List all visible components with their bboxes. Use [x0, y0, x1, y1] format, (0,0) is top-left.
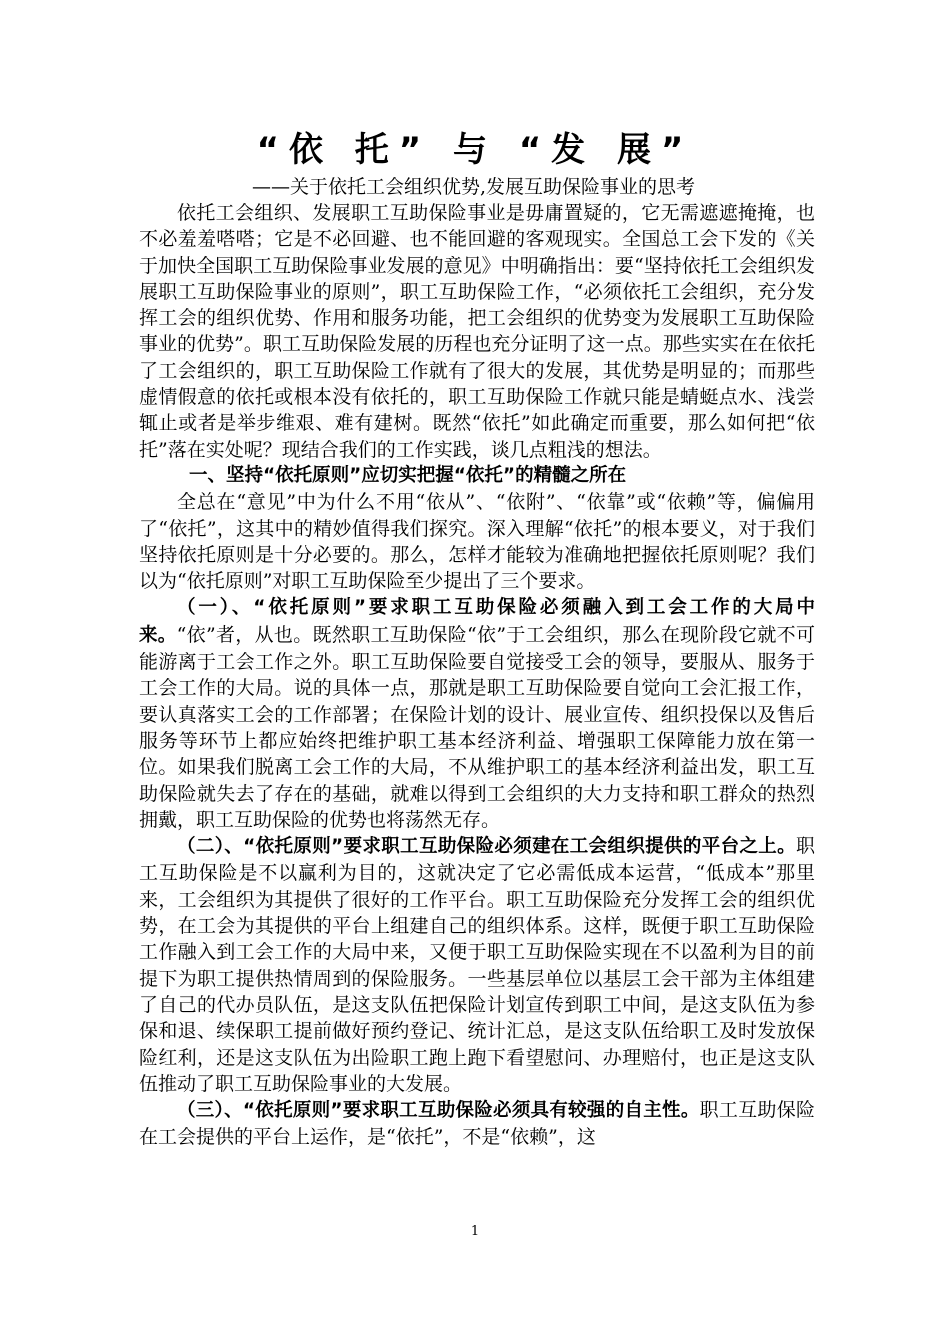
document-title: “依 托” 与 “发 展” [256, 130, 694, 170]
point-paragraph-2 [139, 833, 815, 1097]
page-number: 1 [470, 1224, 480, 1239]
document-subtitle: ——关于依托工会组织优势,发展互助保险事业的思考 [252, 176, 696, 198]
section-paragraph: 全总在“意见”中为什么不用“依从”、“依附”、“依靠”或“依赖”等，偏偏用了“依托”，这其中的精妙值得我们探究。深入理解“依托”的根本要义，对于我们坚持依托原则是十分必要的。那么，怎样才能较为准确地把握依托原则呢？我们以为“依托原则”对职工互助保险至少提出了三个要求。 [139, 491, 815, 593]
section-heading: 一、坚持“依托原则”应切实把握“依托”的精髓之所在 [188, 464, 627, 486]
intro-paragraph: 依托工会组织、发展职工互助保险事业是毋庸置疑的，它无需遮遮掩掩，也不必羞羞嗒嗒；它是不必回避、也不能回避的客观现实。全国总工会下发的《关于加快全国职工互助保险事业发展的意见》中明确指出：要“坚持依托工会组织发展职工互助保险事业的原则”，职工互助保险工作，“必须依托工会组织，充分发挥工会的组织优势、作用和服务功能，把工会组织的优势变为发展职工互助保险事业的优势”。职工互助保险发展的历程也充分证明了这一点。那些实实在在依托了工会组织的，职工互助保险工作就有了很大的发展，其优势是明显的；而那些虚情假意的依托或根本没有依托的，职工互助保险工作就只能是蜻蜓点水、浅尝辄止或者是举步维艰、难有建树。既然“依托”如此确定而重要，那么如何把“依托”落在实处呢？现结合我们的工作实践，谈几点粗浅的想法。 [139, 202, 815, 461]
point-paragraph-1 [139, 594, 815, 833]
point-lead-1: （一）、“依托原则”要求职工互助保险必须融入到工会工作的大局中来。 [139, 597, 815, 646]
point-lead-3: （三）、“依托原则”要求职工互助保险必须具有较强的自主性。 [177, 1100, 700, 1122]
point-lead-2: （二）、“依托原则”要求职工互助保险必须建在工会组织提供的平台之上。 [177, 836, 796, 858]
point-text-3: 职工互助保险在工会提供的平台上运作，是“依托”，不是“依赖”，这 [139, 1099, 815, 1149]
document-body [139, 200, 815, 1151]
point-text-2: 职工互助保险是不以赢利为目的，这就决定了它必需低成本运营，“低成本”那里来，工会组织为其提供了很好的工作平台。职工互助保险充分发挥工会的组织优势，在工会为其提供的平台上组建自己的组织体系。这样，既便于职工互助保险工作融入到工会工作的大局中来，又便于职工互助保险实现在不以盈利为目的前提下为职工提供热情周到的保险服务。一些基层单位以基层工会干部为主体组建了自己的代办员队伍，是这支队伍把保险计划宣传到职工中间，是这支队伍为参保和退、续保职工提前做好预约登记、统计汇总，是这支队伍给职工及时发放保险红利，还是这支队伍为出险职工跑上跑下看望慰问、办理赔付，也正是这支队伍推动了职工互助保险事业的大发展。 [139, 835, 815, 1095]
point-text-1: “依”者，从也。既然职工互助保险“依”于工会组织，那么在现阶段它就不可能游离于工会工作之外。职工互助保险要自觉接受工会的领导，要服从、服务于工会工作的大局。说的具体一点，那就是职工互助保险要自觉向工会汇报工作，要认真落实工会的工作部署；在保险计划的设计、展业宣传、组织投保以及售后服务等环节上都应始终把维护职工基本经济利益、增强职工保障能力放在第一位。如果我们脱离工会工作的大局，不从维护职工的基本经济利益出发，职工互助保险就失去了存在的基础，就难以得到工会组织的大力支持和职工群众的热烈拥戴，职工互助保险的优势也将荡然无存。 [139, 623, 815, 831]
point-paragraph-3 [139, 1097, 815, 1151]
